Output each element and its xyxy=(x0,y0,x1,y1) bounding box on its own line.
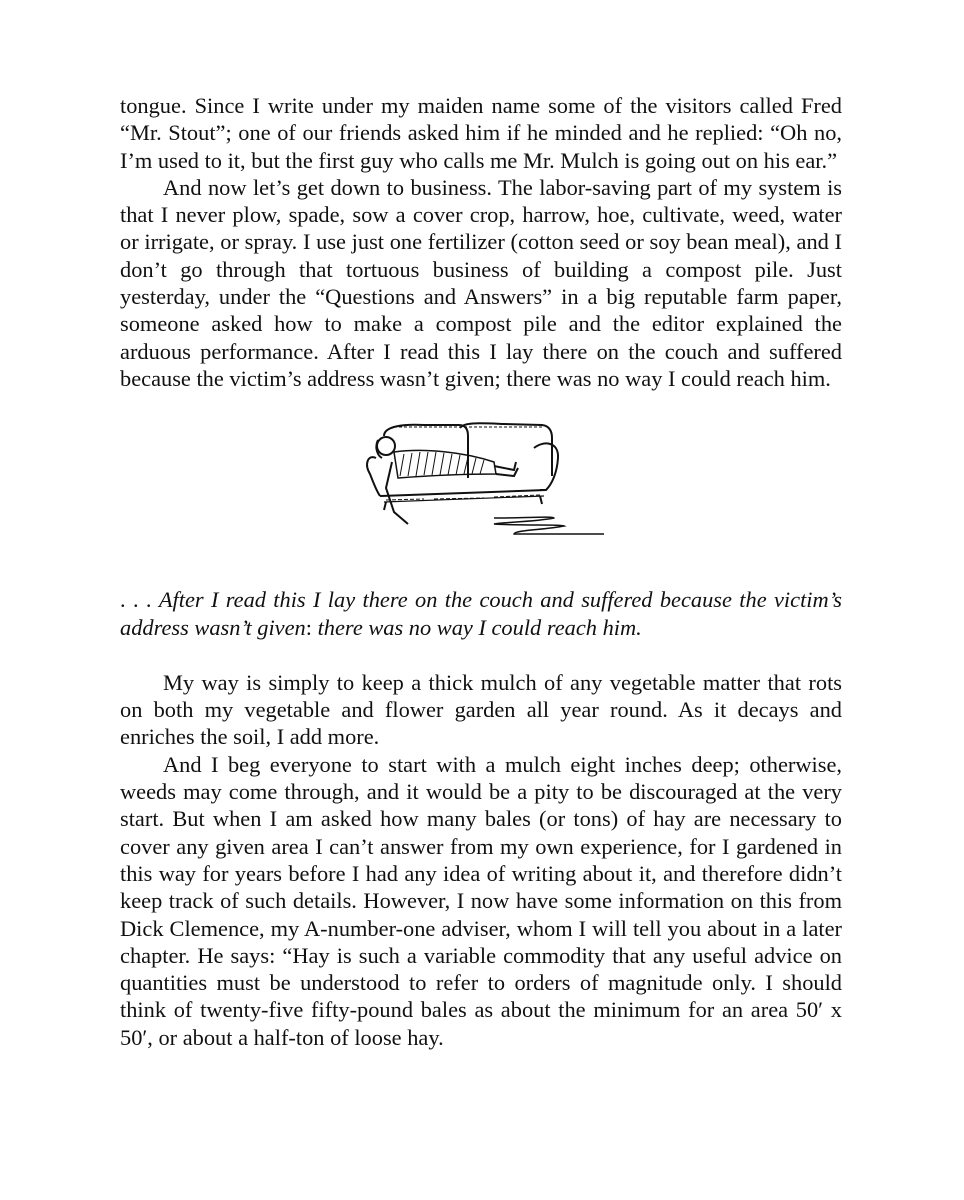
paragraph-mulch-method: My way is simply to keep a thick mulch of any vegetable matter that rots on both my vegetable and flower garden all year round. As it decays and enriches the soil, I add more. xyxy=(120,669,842,750)
book-page xyxy=(120,92,842,1051)
caption-ellipsis: . . . xyxy=(120,587,159,613)
woman-on-couch-icon xyxy=(364,418,604,558)
caption-text-part1: After I read this I lay there on the couch and suffered because the victim’s address wasn’t given xyxy=(120,587,842,640)
caption-colon: : xyxy=(305,614,318,640)
paragraph-labor-saving: And now let’s get down to business. The labor-saving part of my system is that I never plow, spade, sow a cover crop, harrow, hoe, cultivate, weed, water or irrigate, or spray. I use just one fertilizer (cotton seed or soy bean meal), and I don’t go through that tortuous business of building a compost pile. Just yesterday, under the “Questions and Answers” in a big reputable farm paper, someone asked how to make a compost pile and the editor explained the arduous performance. After I read this I lay there on the couch and suffered because the victim’s address wasn’t given; there was no way I could reach him. xyxy=(120,174,842,391)
paragraph-mulch-depth: And I beg everyone to start with a mulch eight inches deep; otherwise, weeds may come through, and it would be a pity to be discouraged at the very start. But when I am asked how many bales (or tons) of hay are necessary to cover any given area I can’t answer from my own experience, for I gardened in this way for years before I had any idea of writing about it, and therefore didn’t keep track of such details. However, I now have some information on this from Dick Clemence, my A-number-one adviser, whom I will tell you about in a later chapter. He says: “Hay is such a variable commodity that any useful advice on quantities must be understood to refer to orders of magnitude only. I should think of twenty-five fifty-pound bales as about the minimum for an area 50′ x 50′, or about a half-ton of loose hay. xyxy=(120,751,842,1050)
figure-caption xyxy=(120,586,842,641)
section-spacer xyxy=(120,641,842,669)
caption-text-part2: there was no way I could reach him. xyxy=(317,614,642,640)
couch-illustration xyxy=(120,404,842,584)
paragraph-continuation: tongue. Since I write under my maiden name some of the visitors called Fred “Mr. Stout”; one of our friends asked him if he minded and he replied: “Oh no, I’m used to it, but the first guy who calls me Mr. Mulch is going out on his ear.” xyxy=(120,93,842,173)
